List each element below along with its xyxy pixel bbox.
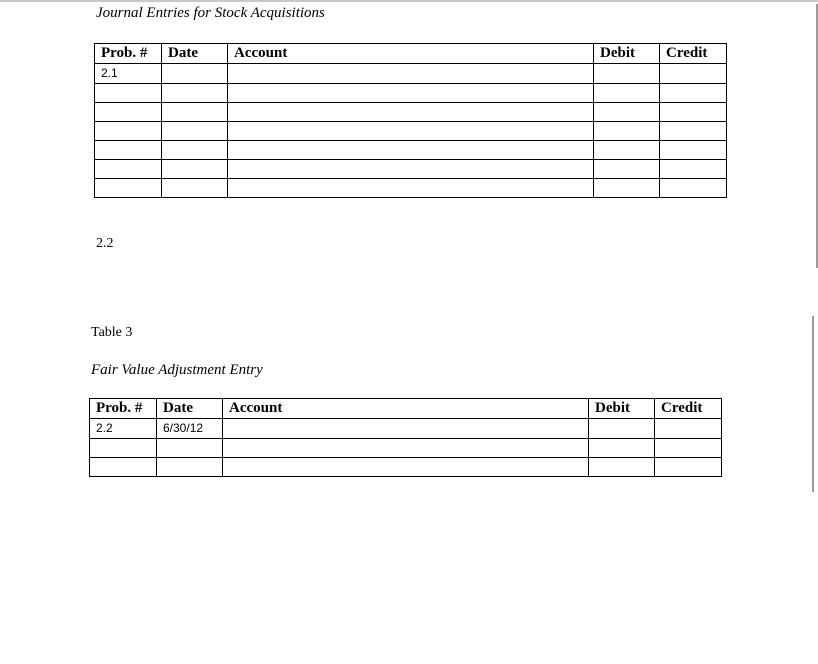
table-cell[interactable] — [223, 419, 589, 439]
table-cell[interactable] — [162, 64, 228, 84]
column-header: Debit — [594, 44, 660, 64]
table-row — [95, 103, 727, 122]
table-row — [95, 141, 727, 160]
page-top-border — [0, 0, 818, 2]
journal-entries-table — [94, 43, 727, 198]
table-cell[interactable] — [228, 160, 594, 179]
page-edge-marker-bottom — [812, 316, 814, 492]
table-cell[interactable] — [594, 179, 660, 198]
table-cell[interactable] — [660, 141, 727, 160]
table-cell[interactable] — [162, 122, 228, 141]
table-cell[interactable] — [162, 160, 228, 179]
table-cell[interactable] — [589, 458, 655, 477]
table-row — [90, 419, 722, 439]
table-cell[interactable] — [228, 84, 594, 103]
table-cell[interactable] — [228, 103, 594, 122]
table-cell[interactable] — [95, 141, 162, 160]
table-cell[interactable] — [594, 122, 660, 141]
table-cell[interactable] — [660, 160, 727, 179]
column-header: Account — [228, 44, 594, 64]
table-cell[interactable]: 2.1 — [95, 64, 162, 84]
column-header: Debit — [589, 399, 655, 419]
table-cell[interactable] — [228, 64, 594, 84]
table-cell[interactable] — [90, 439, 157, 458]
fair-value-adjustment-table — [89, 398, 722, 477]
table-cell[interactable] — [95, 179, 162, 198]
table-cell[interactable] — [162, 141, 228, 160]
column-header: Date — [157, 399, 223, 419]
table-header-row — [90, 399, 722, 419]
table-cell[interactable] — [228, 179, 594, 198]
table-cell[interactable] — [660, 122, 727, 141]
table-row — [90, 458, 722, 477]
table-cell[interactable] — [157, 439, 223, 458]
table-row — [95, 84, 727, 103]
table-cell[interactable] — [223, 458, 589, 477]
table-cell[interactable] — [162, 84, 228, 103]
table-cell[interactable] — [228, 141, 594, 160]
table-row — [95, 122, 727, 141]
table-cell[interactable] — [157, 458, 223, 477]
table-cell[interactable] — [594, 84, 660, 103]
table-cell[interactable] — [95, 84, 162, 103]
table-header-row — [95, 44, 727, 64]
table-cell[interactable] — [162, 103, 228, 122]
table-cell[interactable]: 2.2 — [90, 419, 157, 439]
table-cell[interactable] — [95, 160, 162, 179]
table-cell[interactable] — [660, 103, 727, 122]
column-header: Credit — [655, 399, 722, 419]
table-row — [95, 160, 727, 179]
table-cell[interactable] — [589, 439, 655, 458]
table-row — [95, 179, 727, 198]
table-cell[interactable] — [660, 64, 727, 84]
table-cell[interactable] — [655, 458, 722, 477]
table-cell[interactable] — [95, 103, 162, 122]
table3-label: Table 3 — [91, 325, 133, 340]
table-cell[interactable] — [594, 103, 660, 122]
table1-caption: Journal Entries for Stock Acquisitions — [96, 5, 325, 21]
table-cell[interactable] — [589, 419, 655, 439]
table-cell[interactable] — [162, 179, 228, 198]
table-row — [95, 64, 727, 84]
table-cell[interactable] — [655, 419, 722, 439]
table3-caption: Fair Value Adjustment Entry — [91, 362, 263, 378]
column-header: Prob. # — [95, 44, 162, 64]
table-cell[interactable] — [660, 84, 727, 103]
table-cell[interactable] — [594, 64, 660, 84]
table-cell[interactable] — [660, 179, 727, 198]
column-header: Credit — [660, 44, 727, 64]
table-cell[interactable] — [228, 122, 594, 141]
column-header: Prob. # — [90, 399, 157, 419]
table-cell[interactable] — [95, 122, 162, 141]
table-cell[interactable] — [223, 439, 589, 458]
table-cell[interactable] — [594, 141, 660, 160]
column-header: Date — [162, 44, 228, 64]
table-cell[interactable]: 6/30/12 — [157, 419, 223, 439]
table-cell[interactable] — [594, 160, 660, 179]
table-row — [90, 439, 722, 458]
column-header: Account — [223, 399, 589, 419]
table-cell[interactable] — [90, 458, 157, 477]
table-cell[interactable] — [655, 439, 722, 458]
problem-label: 2.2 — [96, 236, 114, 251]
